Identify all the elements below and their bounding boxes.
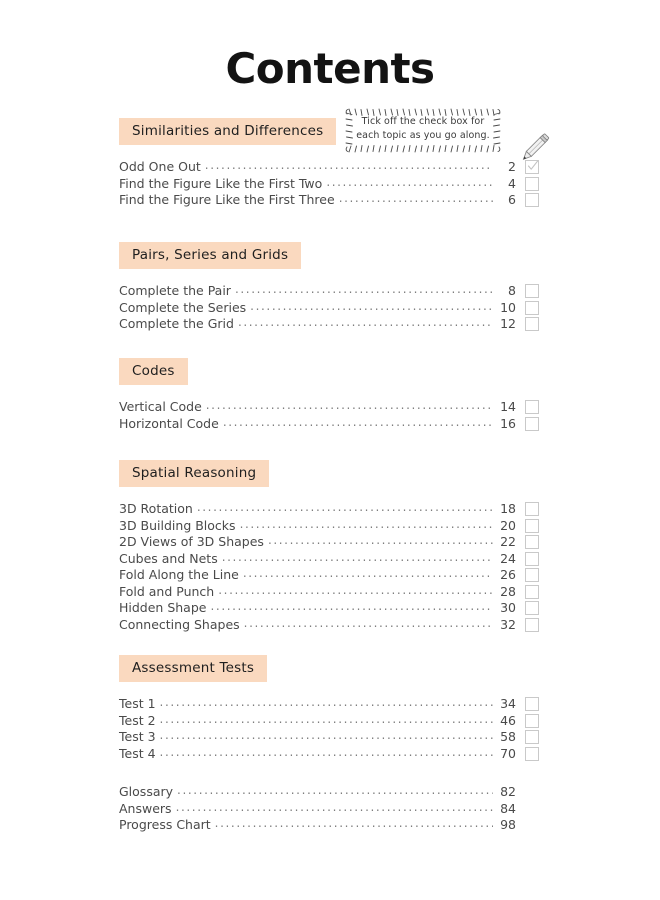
dot-leader	[206, 399, 493, 411]
entry-page-number: 12	[500, 316, 516, 331]
entry-page-number: 70	[500, 745, 516, 761]
entry-checkbox[interactable]	[525, 568, 539, 582]
entry-checkbox[interactable]	[525, 585, 539, 599]
contents-entry[interactable]	[119, 567, 539, 584]
contents-entry[interactable]	[119, 746, 539, 763]
section-header: Spatial Reasoning	[119, 460, 269, 487]
entry-title: Fold and Punch	[119, 583, 215, 599]
section-entries	[119, 784, 539, 834]
entry-page-number: 2	[508, 159, 516, 174]
dot-leader	[160, 696, 493, 708]
entry-page-number: 10	[500, 299, 516, 315]
contents-entry[interactable]	[119, 817, 539, 834]
contents-entry[interactable]	[119, 713, 539, 730]
entry-page-number: 22	[500, 534, 516, 549]
contents-section	[119, 358, 539, 432]
entry-page-number: 46	[500, 712, 516, 728]
contents-entry[interactable]	[119, 584, 539, 601]
entry-checkbox-placeholder	[525, 818, 539, 832]
dot-leader	[240, 518, 493, 530]
entry-checkbox[interactable]	[525, 714, 539, 728]
entry-page-number: 58	[500, 729, 516, 744]
dot-leader	[197, 501, 493, 513]
dot-leader	[235, 283, 493, 295]
entry-checkbox[interactable]	[525, 697, 539, 711]
entry-title: Cubes and Nets	[119, 550, 218, 566]
contents-entry[interactable]	[119, 729, 539, 746]
contents-section	[119, 118, 539, 209]
section-entries	[119, 283, 539, 333]
entry-page-number: 6	[508, 192, 516, 207]
contents-entry[interactable]	[119, 534, 539, 551]
contents-section	[119, 242, 539, 333]
entry-title: Hidden Shape	[119, 600, 207, 615]
entry-checkbox[interactable]	[525, 601, 539, 615]
entry-title: Fold Along the Line	[119, 567, 239, 582]
entry-page-number: 30	[500, 600, 516, 615]
dot-leader	[243, 567, 493, 579]
entry-title: Test 2	[119, 712, 156, 728]
dot-leader	[222, 551, 493, 563]
entry-title: Progress Chart	[119, 817, 211, 832]
contents-entry[interactable]	[119, 551, 539, 568]
entry-title: Test 3	[119, 729, 156, 744]
dot-leader	[160, 713, 493, 725]
dot-leader	[244, 617, 493, 629]
entry-page-number: 26	[500, 567, 516, 582]
entry-checkbox-placeholder	[525, 785, 539, 799]
entry-page-number: 28	[500, 583, 516, 599]
entry-page-number: 4	[508, 175, 516, 191]
contents-section	[119, 460, 539, 633]
entry-title: Vertical Code	[119, 399, 202, 414]
entry-page-number: 18	[500, 501, 516, 516]
contents-section	[119, 655, 539, 762]
entry-title: Connecting Shapes	[119, 616, 240, 632]
entry-page-number: 82	[500, 784, 516, 799]
contents-entry[interactable]	[119, 399, 539, 416]
dot-leader	[210, 600, 493, 612]
dot-leader	[250, 300, 493, 312]
entry-checkbox[interactable]	[525, 160, 539, 174]
entry-page-number: 8	[508, 283, 516, 298]
entry-title: Find the Figure Like the First Two	[119, 175, 323, 191]
entry-title: Test 1	[119, 696, 156, 711]
contents-entry[interactable]	[119, 159, 539, 176]
entry-checkbox[interactable]	[525, 284, 539, 298]
section-entries	[119, 399, 539, 432]
contents-entry[interactable]	[119, 617, 539, 634]
entry-checkbox[interactable]	[525, 552, 539, 566]
section-header: Similarities and Differences	[119, 118, 336, 145]
entry-page-number: 14	[500, 399, 516, 414]
entry-title: 3D Building Blocks	[119, 517, 236, 533]
dot-leader	[268, 534, 493, 546]
entry-checkbox[interactable]	[525, 193, 539, 207]
entry-checkbox[interactable]	[525, 535, 539, 549]
contents-entry[interactable]	[119, 784, 539, 801]
entry-checkbox[interactable]	[525, 177, 539, 191]
contents-entry[interactable]	[119, 316, 539, 333]
entry-page-number: 24	[500, 550, 516, 566]
entry-title: Odd One Out	[119, 159, 201, 174]
dot-leader	[223, 416, 493, 428]
entry-checkbox[interactable]	[525, 502, 539, 516]
entry-title: Complete the Grid	[119, 316, 234, 331]
section-header: Pairs, Series and Grids	[119, 242, 301, 269]
dot-leader	[205, 159, 493, 171]
entry-checkbox[interactable]	[525, 519, 539, 533]
entry-title: 2D Views of 3D Shapes	[119, 534, 264, 549]
dot-leader	[177, 784, 493, 796]
entry-title: Complete the Series	[119, 299, 247, 315]
note-line-2: each topic as you go along.	[356, 130, 490, 141]
contents-entry[interactable]	[119, 501, 539, 518]
dot-leader	[326, 176, 493, 188]
section-header: Assessment Tests	[119, 655, 267, 682]
contents-entry[interactable]	[119, 300, 539, 317]
entry-title: Horizontal Code	[119, 415, 219, 431]
entry-page-number: 98	[500, 817, 516, 832]
entry-checkbox-placeholder	[525, 802, 539, 816]
dot-leader	[339, 192, 493, 204]
entry-page-number: 32	[500, 616, 516, 632]
section-entries	[119, 696, 539, 762]
entry-checkbox[interactable]	[525, 400, 539, 414]
contents-section	[119, 784, 539, 834]
entry-title: Glossary	[119, 784, 174, 799]
entry-page-number: 84	[500, 800, 516, 816]
entry-checkbox[interactable]	[525, 747, 539, 761]
entry-title: Test 4	[119, 745, 156, 761]
entry-title: Answers	[119, 800, 172, 816]
entry-page-number: 20	[500, 517, 516, 533]
contents-entry[interactable]	[119, 416, 539, 433]
contents-entry[interactable]	[119, 801, 539, 818]
entry-checkbox[interactable]	[525, 618, 539, 632]
entry-page-number: 34	[500, 696, 516, 711]
entry-title: 3D Rotation	[119, 501, 193, 516]
checkmark-icon	[527, 160, 539, 172]
contents-entry[interactable]	[119, 518, 539, 535]
dot-leader	[176, 801, 493, 813]
dot-leader	[160, 729, 493, 741]
contents-entry[interactable]	[119, 176, 539, 193]
section-entries	[119, 501, 539, 633]
entry-title: Find the Figure Like the First Three	[119, 192, 335, 207]
dot-leader	[215, 817, 493, 829]
contents-entry[interactable]	[119, 192, 539, 209]
contents-entry[interactable]	[119, 696, 539, 713]
entry-title: Complete the Pair	[119, 283, 231, 298]
dot-leader	[160, 746, 493, 758]
contents-entry[interactable]	[119, 283, 539, 300]
dot-leader	[238, 316, 493, 328]
section-header: Codes	[119, 358, 188, 385]
contents-entry[interactable]	[119, 600, 539, 617]
entry-checkbox[interactable]	[525, 317, 539, 331]
entry-checkbox[interactable]	[525, 730, 539, 744]
section-entries	[119, 159, 539, 209]
entry-page-number: 16	[500, 415, 516, 431]
dot-leader	[218, 584, 493, 596]
page-title: Contents	[225, 44, 435, 93]
entry-checkbox[interactable]	[525, 417, 539, 431]
note-line-1: Tick off the check box for	[361, 116, 485, 127]
entry-checkbox[interactable]	[525, 301, 539, 315]
